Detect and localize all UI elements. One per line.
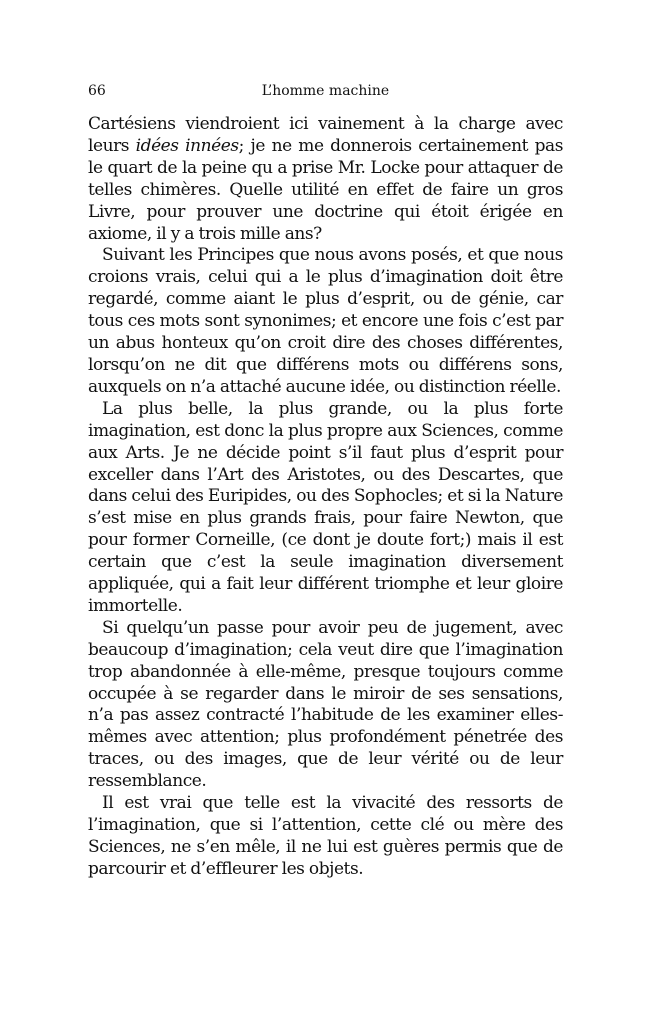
paragraph-5: Il est vrai que telle est la vivacité des ressorts de l’imagination, que si l’attention, cette clé ou mère des Sciences, ne s’en mêle, il ne lui est guères permis que de parcourir et d’effleurer les objets. [88, 793, 563, 879]
page-number: 66 [88, 83, 106, 99]
paragraph-1-end: ; je ne me donnerois certainement pas le quart de la peine qu a prise Mr. Locke pour attaquer de telles chimères. Quelle utilité en effet de faire un gros Livre, pour prouver une doctrine qui étoit érigée en axiome, il y a trois mille ans? [88, 135, 563, 244]
paragraph-1 [88, 114, 563, 245]
body-text [88, 114, 563, 881]
paragraph-1-italic: idées innées [135, 135, 239, 156]
paragraph-3: La plus belle, la plus grande, ou la plus forte imagination, est donc la plus propre aux Sciences, comme aux Arts. Je ne décide point s’il faut plus d’esprit pour exceller dans l’Art des Aristotes, ou des Descartes, que dans celui des Euripides, ou des Sophocles; et si la Nature s’est mise en plus grands frais, pour faire Newton, que pour former Corneille, (ce dont je doute fort;) mais il est certain que c’est la seule imagination diversement appliquée, qui a fait leur différent triomphe et leur gloire immortelle. [88, 398, 563, 616]
book-page [88, 82, 563, 881]
running-head [88, 82, 563, 102]
paragraph-1-start: Cartésiens viendroient ici vainement à la charge avec leurs [88, 114, 563, 156]
paragraph-2: Suivant les Principes que nous avons posés, et que nous croions vrais, celui qui a le plus d’imagination doit être regardé, comme aiant le plus d’esprit, ou de génie, car tous ces mots sont synonimes; et encore une fois c’est par un abus honteux qu’on croit dire des choses différentes, lorsqu’on ne dit que différens mots ou différens sons, auxquels on n’a attaché aucune idée, ou distinction réelle. [88, 245, 563, 397]
running-title: L’homme machine [261, 83, 390, 99]
paragraph-4: Si quelqu’un passe pour avoir peu de jugement, avec beaucoup d’imagination; cela veut dire que l’imagination trop abandonnée à elle-même, presque toujours comme occupée à se regarder dans le miroir de ses sensations, n’a pas assez contracté l’habitude de les examiner elles-mêmes avec attention; plus profondément pénetrée des traces, ou des images, que de leur vérité ou de leur ressemblance. [88, 617, 563, 792]
